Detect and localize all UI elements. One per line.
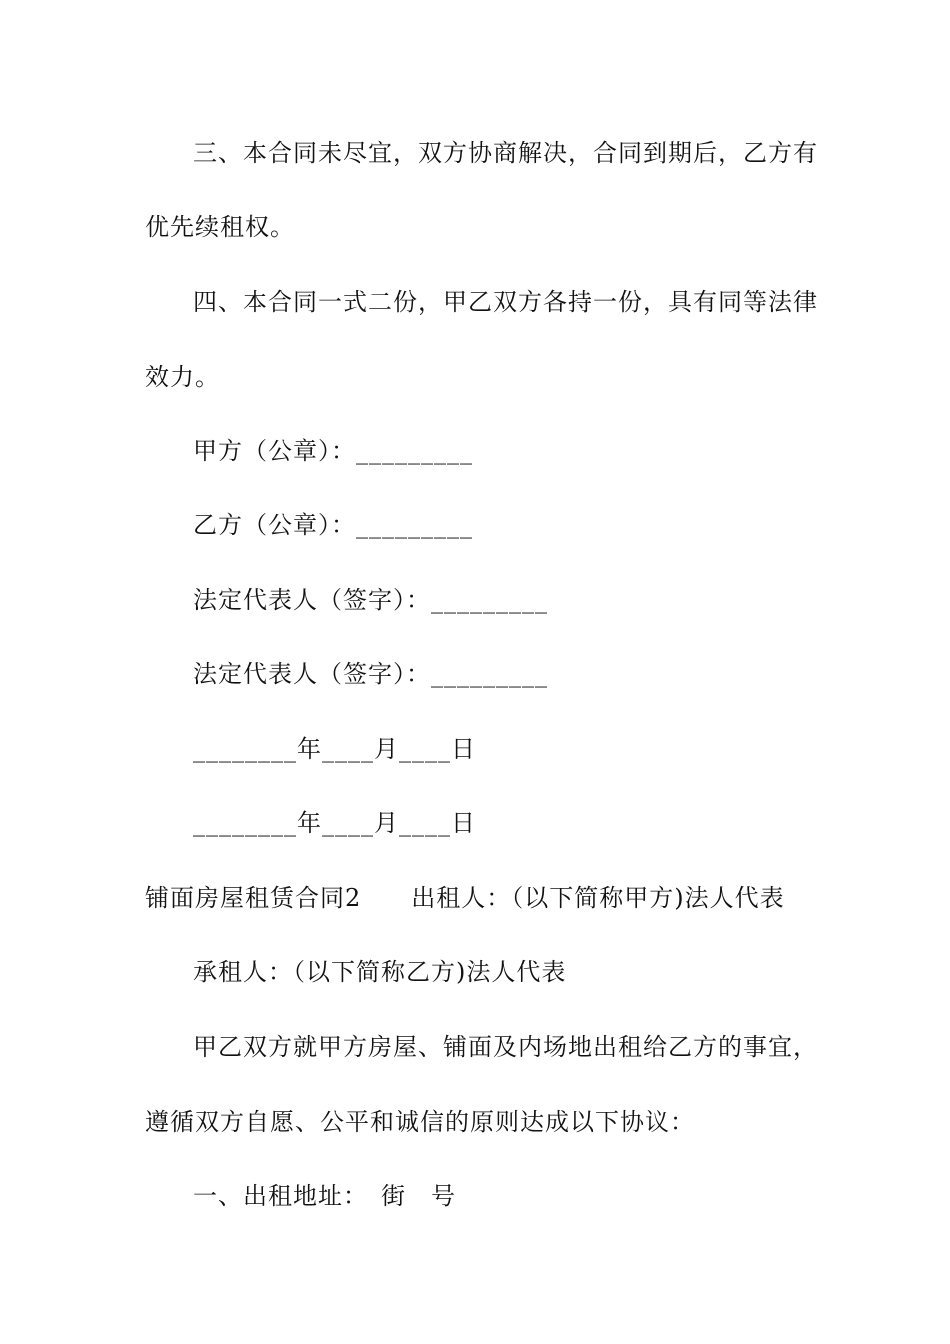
lessee-line: 承租人：（以下简称乙方)法人代表	[193, 958, 567, 986]
party-b-seal-line: 乙方（公章）：_________	[193, 511, 473, 539]
clause-four-line-2: 效力。	[145, 363, 220, 391]
legal-rep-signature-line-2: 法定代表人（签字）：_________	[193, 660, 548, 688]
rental-address-line: 一、出租地址： 街 号	[193, 1182, 456, 1210]
clause-three-line-2: 优先续租权。	[145, 213, 295, 241]
agreement-intro-line-2: 遵循双方自愿、公平和诚信的原则达成以下协议：	[145, 1108, 695, 1136]
clause-four-line-1: 四、本合同一式二份，甲乙双方各持一份，具有同等法律	[193, 288, 818, 316]
agreement-intro-line-1: 甲乙双方就甲方房屋、铺面及内场地出租给乙方的事宜，	[193, 1033, 818, 1061]
clause-three-line-1: 三、本合同未尽宜，双方协商解决，合同到期后，乙方有	[193, 139, 818, 167]
date-line-1: ________年____月____日	[193, 735, 476, 763]
date-line-2: ________年____月____日	[193, 809, 476, 837]
party-a-seal-line: 甲方（公章）：_________	[193, 437, 473, 465]
legal-rep-signature-line-1: 法定代表人（签字）：_________	[193, 586, 548, 614]
contract-2-title-lessor-line: 铺面房屋租赁合同2 出租人：（以下简称甲方)法人代表	[145, 884, 785, 912]
